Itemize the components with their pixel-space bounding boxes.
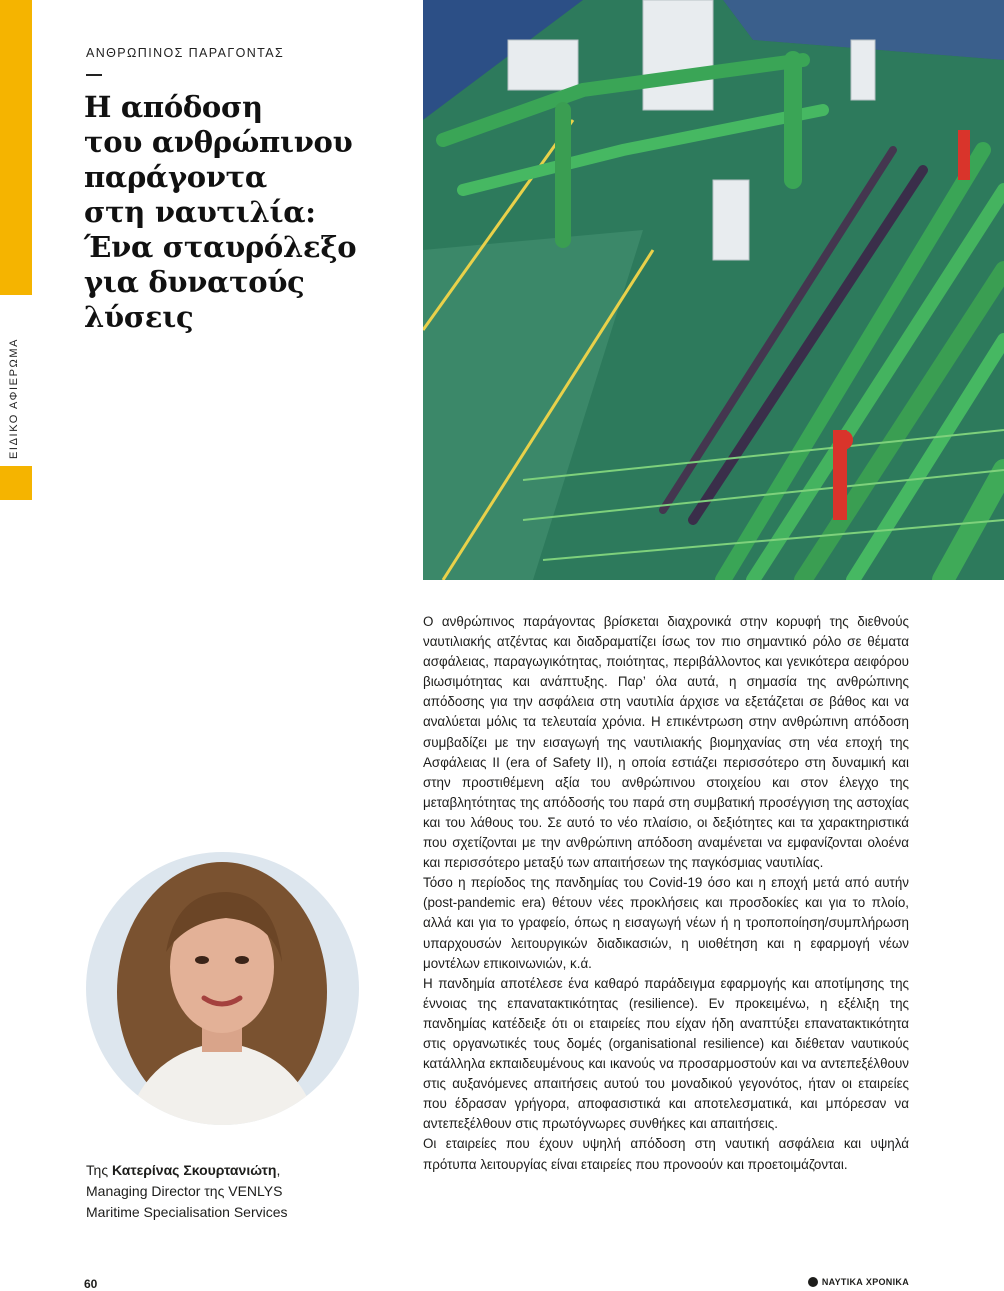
- sidebar-accent-bottom: [0, 466, 32, 500]
- byline-suffix: ,: [276, 1162, 281, 1178]
- title-line: για δυνατούς λύσεις: [84, 265, 305, 334]
- ship-deck-photo: [423, 0, 1004, 580]
- publication-brand: [808, 1277, 909, 1287]
- author-byline: [86, 1160, 288, 1223]
- title-line: στη ναυτιλία:: [84, 195, 316, 229]
- author-role: Managing Director της VENLYS: [86, 1183, 283, 1199]
- byline-name-line: [86, 1160, 288, 1181]
- kicker: ΑΝΘΡΩΠΙΝΟΣ ΠΑΡΑΓΟΝΤΑΣ: [86, 46, 285, 60]
- title-line: παράγοντα: [84, 160, 267, 194]
- article-title: [84, 90, 404, 335]
- section-label: ΕΙΔΙΚΟ ΑΦΙΕΡΩΜΑ: [8, 337, 20, 459]
- kicker-divider: [86, 74, 102, 76]
- title-line: του ανθρώπινου: [84, 125, 353, 159]
- brand-name: ΝΑΥΤΙΚΑ ΧΡΟΝΙΚΑ: [821, 1277, 909, 1287]
- page-number: 60: [84, 1277, 98, 1291]
- author-portrait: [86, 852, 359, 1125]
- title-line: Ένα σταυρόλεξο: [84, 230, 357, 264]
- title-line: Η απόδοση: [84, 90, 263, 124]
- body-paragraph: Οι εταιρείες που έχουν υψηλή απόδοση στη ναυτική ασφάλεια και υψηλά πρότυπα λειτουργίας είναι εταιρείες που προνοούν και προετοιμάζονται.: [423, 1136, 909, 1172]
- byline-prefix: Της: [86, 1162, 112, 1178]
- author-name: Κατερίνας Σκουρτανιώτη: [111, 1162, 277, 1178]
- brand-logo-icon: [808, 1277, 818, 1287]
- author-company: Maritime Specialisation Services: [86, 1204, 288, 1220]
- sidebar-accent-top: [0, 0, 32, 295]
- article-body: [423, 612, 909, 1175]
- body-paragraph: Η πανδημία αποτέλεσε ένα καθαρό παράδειγμα εφαρμογής και αποτίμησης της έννοιας της επανατακτικότητας (resilience). Εν προκειμένω, η εξέλιξη της πανδημίας κατέδειξε ότι οι εταιρείες που είχαν ήδη αναπτύξει επανατακτικότητα στις οργανωτικές τους δομές (organisational resilience) και διέθεταν ναυτικούς κατάλληλα εκπαιδευμένους και ικανούς να προσαρμοστούν και να αντεπεξέλθουν στις αυξανόμενες απαιτήσεις αυτού του μοναδικού γεγονότος, ήταν οι εταιρείες που έδρασαν γρήγορα, αποφασιστικά και αποτελεσματικά, και μπόρεσαν να αντεπεξέλθουν στις πρωτόγνωρες συνθήκες και απαιτήσεις.: [423, 975, 909, 1132]
- body-paragraph: Ο ανθρώπινος παράγοντας βρίσκεται διαχρονικά στην κορυφή της διεθνούς ναυτιλιακής ατζέντας και διαδραματίζει ίσως τον πιο σημαντικό ρόλο σε θέματα ασφάλειας, παραγωγικότητας, ποιότητας, περιβάλλοντος και γενικότερα αειφόρου βιωσιμότητας και ανάπτυξης. Παρ’ όλα αυτά, η σημασία της ανθρώπινης απόδοσης για την ασφάλεια στη ναυτιλία άρχισε να εξετάζεται σε βάθος και να αναλύεται μόλις τα τελευταία χρόνια. Η επικέντρωση στην ανθρώπινη απόδοση συμβαδίζει με την εισαγωγή της ναυτιλιακής βιομηχανίας στη νέα εποχή της Ασφάλειας ΙΙ (era of Safety II), η οποία εστιάζει περισσότερο στη δυναμική και στην προστιθέμενη αξία του ανθρώπινου στοιχείου και στον έλεγχο της μεταβλητότητας της απόδοσής του παρά στη συμβατική προσέγγιση της αστοχίας και του λάθους του. Σε αυτό το νέο πλαίσιο, οι δεξιότητες και τα χαρακτηριστικά που σχετίζονται με την ανθρώπινη απόδοση αναμένεται να εμφανίζονται ολοένα και περισσότερο μεταξύ των απαιτήσεων της παγκόσμιας ναυτιλίας.: [423, 614, 909, 871]
- body-paragraph: Τόσο η περίοδος της πανδημίας του Covid-19 όσο και η εποχή μετά από αυτήν (post-pandemic era) θέτουν νέες προκλήσεις και προσδοκίες και για το πλοίο, αλλά και για το γραφείο, όπως η εισαγωγή νέων ή η τροποποίηση/συμπλήρωση υπαρχουσών λειτουργικών διαδικασιών, η υιοθέτηση και η εφαρμογή νέων μοντέλων επικοινωνιών, κ.ά.: [423, 875, 909, 971]
